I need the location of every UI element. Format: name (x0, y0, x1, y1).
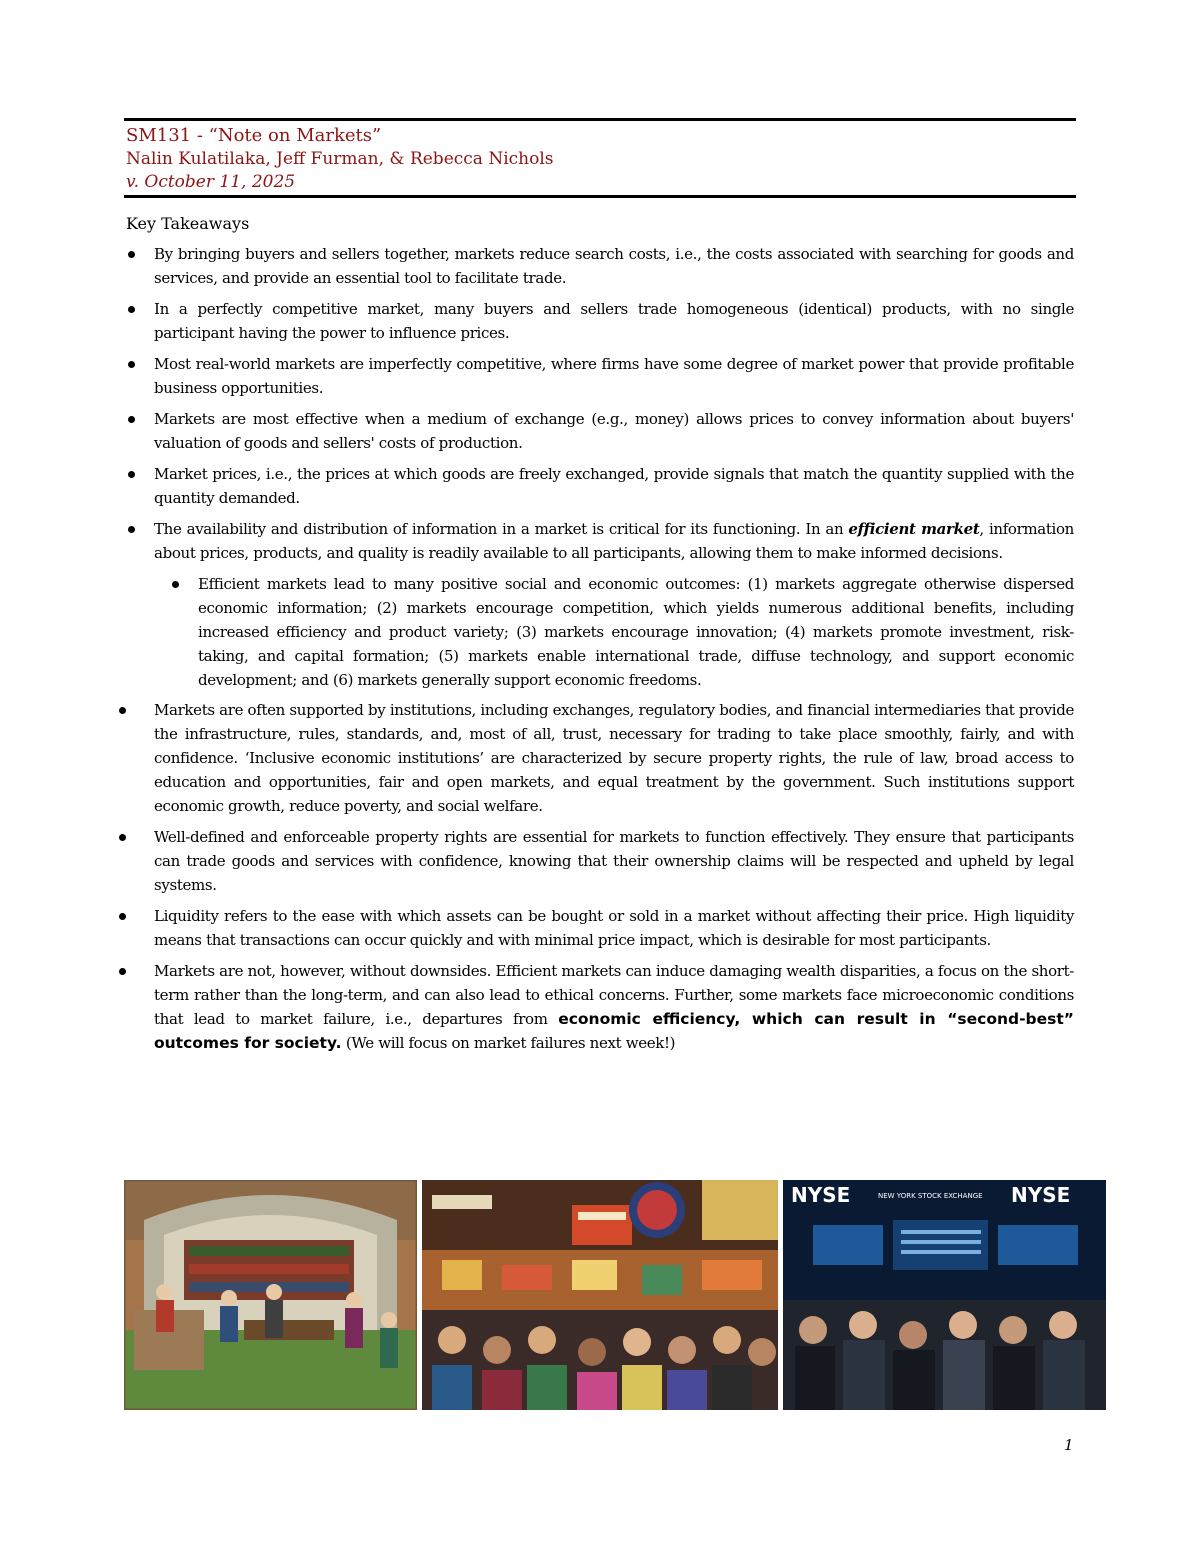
bullet-text: Market prices, i.e., the prices at which goods are freely exchanged, provide signals that match the quantity supplied with the quantity demanded. (154, 465, 1074, 507)
sub-list-item (126, 572, 1074, 692)
bullet-text: Well-defined and enforceable property rights are essential for markets to function effectively. They ensure that participants can trade goods and services with confidence, knowing that their ownership claims will be respected and upheld by legal systems. (154, 828, 1074, 894)
page-number: 1 (1064, 1436, 1074, 1454)
food-market-image (422, 1180, 778, 1410)
list-item (126, 904, 1074, 952)
bullet-dot (128, 416, 135, 423)
document-authors: Nalin Kulatilaka, Jeff Furman, & Rebecca Nichols (126, 148, 554, 169)
bullet-text: The availability and distribution of information in a market is critical for its functioning. In an (154, 520, 849, 538)
emphasis-phrase: economic efficiency, which can result in “second-best” outcomes for society. (154, 1010, 1074, 1052)
bullet-text: Most real-world markets are imperfectly competitive, where firms have some degree of market power that provide profitable business opportunities. (154, 355, 1074, 397)
list-item (126, 242, 1074, 290)
bullet-dot (128, 251, 135, 258)
bullet-dot (128, 306, 135, 313)
bullet-text: By bringing buyers and sellers together, markets reduce search costs, i.e., the costs associated with searching for goods and services, and provide an essential tool to facilitate trade. (154, 245, 1074, 287)
bullet-text: , information about prices, products, and quality is readily available to all participants, allowing them to make informed decisions. (154, 520, 1074, 562)
medieval-market-illustration (124, 1180, 417, 1410)
document-version-date: v. October 11, 2025 (126, 172, 296, 192)
list-item (126, 825, 1074, 897)
list-item (126, 698, 1074, 818)
section-heading: Key Takeaways (126, 214, 250, 233)
bullet-text: Efficient markets lead to many positive social and economic outcomes: (1) markets aggregate otherwise dispersed economic information; (2) markets encourage competition, which yields numerous additional benefits, including increased efficiency and product variety; (3) markets encourage innovation; (4) markets promote investment, risk-taking, and capital formation; (5) markets enable international trade, diffuse technology, and support economic development; and (6) markets generally support economic freedoms. (198, 575, 1074, 689)
nyse-sign-left: NYSE (791, 1183, 851, 1207)
list-item (126, 352, 1074, 400)
bullet-text: Markets are most effective when a medium of exchange (e.g., money) allows prices to convey information about buyers' valuation of goods and sellers' costs of production. (154, 410, 1074, 452)
bullet-dot (128, 471, 135, 478)
stock-exchange-image (783, 1180, 1106, 1410)
bullet-dot (128, 361, 135, 368)
food-market-photo (422, 1180, 778, 1410)
bullet-dot (172, 581, 179, 588)
bullet-text: (We will focus on market failures next week!) (341, 1034, 676, 1052)
bullet-dot (119, 707, 126, 714)
list-item (126, 297, 1074, 345)
document-header (126, 124, 1076, 195)
bullet-dot (119, 968, 126, 975)
key-takeaways-section (126, 212, 1074, 1062)
bullet-dot (119, 834, 126, 841)
list-item (126, 517, 1074, 565)
list-item (126, 462, 1074, 510)
medieval-market-image (124, 1180, 417, 1410)
header-bottom-rule (124, 195, 1076, 198)
market-images-strip (124, 1180, 1106, 1410)
bullet-text: Markets are not, however, without downsides. Efficient markets can induce damaging wealth disparities, a focus on the short-term rather than the long-term, and can also lead to ethical concerns. Further, some markets face microeconomic conditions that lead to market failure, i.e., departures from (154, 962, 1074, 1028)
document-title: SM131 - “Note on Markets” (126, 125, 382, 146)
list-item (126, 959, 1074, 1055)
bullet-text: Markets are often supported by institutions, including exchanges, regulatory bodies, and financial intermediaries that provide the infrastructure, rules, standards, and, most of all, trust, necessary for trading to take place smoothly, fairly, and with confidence. ‘Inclusive economic institutions’ are characterized by secure property rights, the rule of law, broad access to education and opportunities, fair and open markets, and equal treatment by the government. Such institutions support economic growth, reduce poverty, and social welfare. (154, 701, 1074, 815)
stock-exchange-photo (783, 1180, 1106, 1410)
bullet-text: In a perfectly competitive market, many buyers and sellers trade homogeneous (identical) products, with no single participant having the power to influence prices. (154, 300, 1074, 342)
nyse-banner-text: NEW YORK STOCK EXCHANGE (878, 1192, 983, 1200)
bullet-dot (128, 526, 135, 533)
emphasis-term: efficient market (848, 520, 980, 538)
bullet-dot (119, 913, 126, 920)
header-top-rule (124, 118, 1076, 121)
list-item (126, 407, 1074, 455)
bullet-text: Liquidity refers to the ease with which assets can be bought or sold in a market without affecting their price. High liquidity means that transactions can occur quickly and with minimal price impact, which is desirable for most participants. (154, 907, 1074, 949)
nyse-sign-right: NYSE (1011, 1183, 1071, 1207)
